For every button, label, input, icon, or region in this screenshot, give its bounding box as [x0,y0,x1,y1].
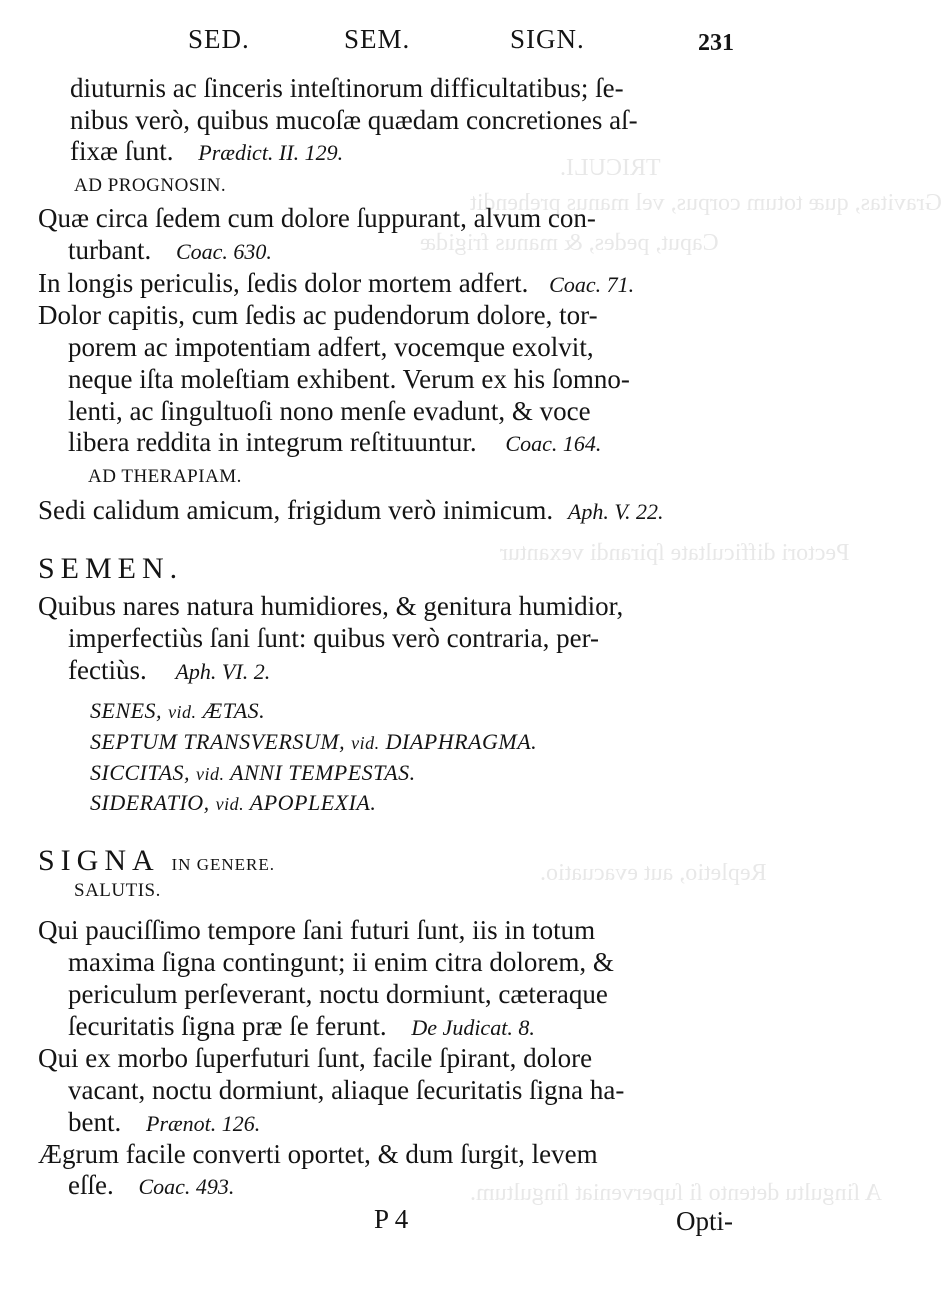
text: Quæ circa ſedem cum dolore ſuppurant, alvum con- [38,203,596,233]
text: bent. [68,1107,122,1137]
text: Sedi calidum amicum, frigidum verò inimicum. [38,495,554,525]
text-line: imperfectiùs ſani ſunt: quibus verò contraria, per- [68,623,600,653]
reverse-side-bleed-through: TRICULI. [560,155,661,181]
text-line [68,395,591,427]
text-line [38,1042,592,1074]
text: vacant, noctu dormiunt, aliaque ſecuritatis ſigna ha- [68,1075,625,1105]
reverse-side-bleed-through: Pectori difficultate ſpirandi vexantur [500,540,850,566]
text-line [68,654,270,688]
text: neque iſta moleſtiam exhibent. Verum ex his ſomno- [68,364,630,394]
xref-target: ÆTAS. [202,698,266,723]
text-line [38,1138,598,1170]
reverse-side-bleed-through: Repletio, aut evacuatio. [540,860,767,886]
text: maxima ſigna contingunt; ii enim citra dolorem, & [68,947,614,977]
xref-vid: vid. [351,733,380,753]
text-line: Quibus nares natura humidiores, & genitura humidior, [38,591,624,621]
xref-term: SENES, [90,698,163,723]
text-line [68,234,272,268]
text: Qui ex morbo ſuperfuturi ſunt, facile ſpirant, dolore [38,1043,593,1073]
xref-vid: vid. [215,794,245,814]
xref-term: SICCITAS, [90,760,191,785]
citation: Coac. 493. [138,1174,235,1199]
text: ſecuritatis ſigna præ ſe ferunt. [68,1011,387,1041]
running-head-right: SIGN. [510,24,585,54]
xref-term: SIDERATIO, [90,790,210,815]
text-line [68,331,594,363]
subheading-therapiam: AD THERAPIAM. [88,466,242,487]
text-line [68,978,608,1010]
text: lenti, ac ſingultuoſi nono menſe evadunt, & voce [68,396,591,426]
reverse-side-bleed-through: Gravitas, quæ totum corpus, vel manus prehendit [470,190,942,216]
xref-target: DIAPHRAGMA. [385,729,538,754]
subheading-prognosin: AD PROGNOSIN. [74,175,227,196]
signa-title: SIGNA [38,844,159,877]
cross-reference [90,790,376,816]
citation: Aph. VI. 2. [175,659,271,684]
xref-target: APOPLEXIA. [249,790,377,815]
text-line [68,426,601,460]
running-head-center: SEM. [344,24,411,54]
text: eſſe. [68,1170,114,1200]
text-line [38,494,663,528]
text-line [68,363,630,395]
text-line [68,1169,234,1203]
cross-reference [90,698,265,724]
text-line: diuturnis ac ſinceris inteſtinorum difficultatibus; ſe- [70,73,624,103]
text: turbant. [68,235,152,265]
cross-reference [90,760,416,786]
text-line [38,267,634,301]
text-line [68,1010,535,1044]
reverse-side-bleed-through: Caput, pedes, & manus frigidæ [420,230,719,256]
citation: Coac. 71. [549,272,635,297]
section-title-signa [38,844,275,878]
text: fixæ ſunt. [70,136,174,166]
xref-vid: vid. [168,702,197,722]
citation: Coac. 630. [175,239,272,264]
text: libera reddita in integrum reſtituuntur. [68,427,477,457]
text-line [68,1074,624,1106]
text-line [68,1106,260,1140]
running-head-left: SED. [188,24,250,54]
text: fectiùs. [68,655,147,685]
signa-subtitle: IN GENERE. [171,855,275,874]
xref-vid: vid. [196,764,225,784]
section-title-semen: SEMEN. [38,552,184,585]
signature-mark: P 4 [374,1204,409,1234]
text-line [38,202,596,234]
xref-term: SEPTUM TRANSVERSUM, [90,729,346,754]
text-line: nibus verò, quibus mucoſæ quædam concretiones aſ- [70,105,638,135]
citation: Aph. V. 22. [567,499,664,524]
text-line [68,946,614,978]
text: Qui pauciſſimo tempore ſani futuri ſunt, iis in totum [38,915,596,945]
citation: Coac. 164. [505,431,602,456]
page-number: 231 [698,30,734,56]
xref-target: ANNI TEMPESTAS. [230,760,416,785]
citation: Prædict. II. 129. [198,140,344,165]
text-line [38,914,595,946]
text: porem ac impotentiam adfert, vocemque exolvit, [68,332,594,362]
citation: De Judicat. 8. [411,1015,535,1040]
citation: Prænot. 126. [146,1111,261,1136]
catchword: Opti- [676,1206,733,1236]
text-line [38,299,598,331]
cross-reference [90,729,537,755]
reverse-side-bleed-through: A ſingultu detento ſi ſuperveniat ſingultum. [470,1180,882,1206]
text: Dolor capitis, cum ſedis ac pudendorum dolore, tor- [38,300,598,330]
text: In longis periculis, ſedis dolor mortem adfert. [38,268,529,298]
text: Ægrum facile converti oportet, & dum ſurgit, levem [38,1139,598,1169]
text-line [70,135,343,169]
text: periculum perſeverant, noctu dormiunt, cæteraque [68,979,608,1009]
subheading-salutis: SALUTIS. [74,880,161,901]
